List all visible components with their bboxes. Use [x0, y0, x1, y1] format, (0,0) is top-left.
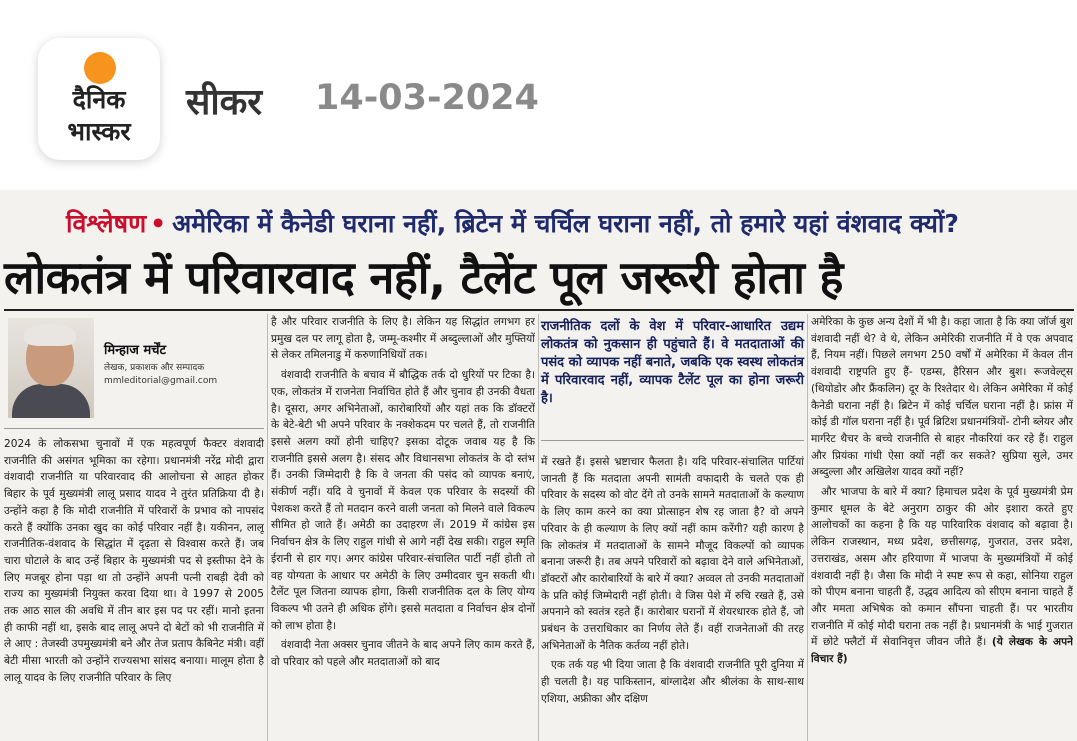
column-2-paragraph: वंशवादी राजनीति के बचाव में बौद्धिक तर्क दो धुरियों पर टिका है। एक, लोकतंत्र में राजनेता निर्वाचित होते हैं और चुनाव ही उनकी वैधता है। दूसरा, अगर अभिनेताओं, कारोबारियों और यहां तक कि डॉक्टरों के बेटे-बेटी भी अपने परिवार के नक्शेकदम पर चलते हैं, तो राजनीति इससे अलग क्यों होनी चाहिए? इसका दोटूक जवाब यह है कि राजनीति इससे अलग है। संसद और विधानसभा लोकतंत्र के दो स्तंभ हैं। उनकी जिम्मेदारी है कि वे जनता की पसंद को व्यापक बनाएं, संकीर्ण नहीं। यदि वे चुनावों में केवल एक परिवार के सदस्यों की पेशकश करते हैं तो मतदान करने वाली जनता को मिलने वाले विकल्प सीमित हो जाते हैं। अमेठी का उदाहरण लें। 2019 में कांग्रेस इस निर्वाचन क्षेत्र के लिए राहुल गांधी से आगे नहीं देख सकी। राहुल स्मृति ईरानी से हार गए। अगर कांग्रेस परिवार-संचालित पार्टी नहीं होती तो वह योग्यता के आधार पर अमेठी के लिए उम्मीदवार चुन सकती थी। टैलेंट पूल जितना व्यापक होगा, किसी राजनीतिक दल के लिए योग्य विकल्प भी उतने ही अधिक होंगे। इससे मतदाता व निर्वाचन क्षेत्र दोनों को लाभ होता है। — [271, 369, 535, 632]
article-headline: लोकतंत्र में परिवारवाद नहीं, टैलेंट पूल जरूरी होता है — [4, 251, 843, 304]
column-divider — [807, 314, 808, 741]
app-header — [0, 0, 1077, 190]
column-3-paragraph: एक तर्क यह भी दिया जाता है कि वंशवादी राजनीति पूरी दुनिया में ही चलती है। यह पाकिस्तान, बांग्लादेश और श्रीलंका के साथ-साथ एशिया, अफ्रीका और दक्षिण — [541, 659, 804, 705]
article-column-3 — [541, 454, 804, 741]
edition-date: 14-03-2024 — [315, 78, 539, 118]
column-4-paragraph: अमेरिका के कुछ अन्य देशों में भी है। कहा जाता है कि क्या जॉर्ज बुश वंशवादी नहीं थे? वे थे, लेकिन अमेरिकी राजनीति में वे एक अपवाद हैं, नियम नहीं। पिछले लगभग 250 वर्षों में अमेरिका में केवल तीन वंशवादी राष्ट्रपति हुए हैं- एडम्स, हैरिसन और बुश। रूजवेल्ट्स (थियोडोर और फ्रैंकलिन) दूर के रिश्तेदार थे। लेकिन अमेरिका में कोई कैनेडी घराना नहीं है। ब्रिटेन में कोई चर्चिल घराना नहीं है। फ्रांस में कोई डी गॉल घराना नहीं है। पूर्व ब्रिटिश प्रधानमंत्रियों- टोनी ब्लेयर और मार्गरेट थैचर के बच्चे राजनीति से बाहर नौकरियां कर रहे हैं। राहुल और प्रियंका गांधी ऐसा क्यों नहीं कर सकते? सुप्रिया सुले, उमर अब्दुल्ला और अखिलेश यादव क्यों नहीं? — [811, 316, 1073, 479]
article-kicker — [66, 206, 1066, 246]
logo-text-line1: दैनिक — [72, 85, 126, 114]
article-column-4 — [811, 314, 1073, 741]
kicker-dot: • — [150, 209, 167, 238]
author-divider — [4, 428, 264, 429]
author-name: मिन्हाज मर्चेंट — [104, 343, 167, 358]
author-disclaimer: (ये लेखक के अपने विचार हैं) — [811, 636, 1073, 666]
dainik-bhaskar-logo[interactable] — [38, 38, 160, 160]
article-column-1 — [4, 436, 264, 741]
kicker-text: अमेरिका में कैनेडी घराना नहीं, ब्रिटेन में चर्चिल घराना नहीं, तो हमारे यहां वंशवाद क्यों? — [172, 209, 959, 238]
article-column-2 — [271, 314, 535, 741]
column-1-paragraph: 2024 के लोकसभा चुनावों में एक महत्वपूर्ण फैक्टर वंशवादी राजनीति की असंगत भूमिका का रहेगा। प्रधानमंत्री नरेंद्र मोदी द्वारा वंशवादी राजनीति या परिवारवाद की आलोचना से आहत होकर बिहार के पूर्व मुख्यमंत्री लालू प्रसाद यादव ने तुरंत प्रतिक्रिया दी है। उन्होंने कहा है कि मोदी राजनीति में परिवारों के प्रभाव को नापसंद करते हैं क्योंकि उनका खुद का कोई परिवार नहीं है। यकीनन, लालू राजनीतिक-वंशवाद के सिद्धांत में दृढ़ता से विश्वास करते हैं। जब चारा घोटाले के बाद उन्हें बिहार के मुख्यमंत्री पद से इस्तीफा देने के लिए मजबूर होना पड़ा था तो उन्होंने अपनी पत्नी राबड़ी देवी को राज्य का मुख्यमंत्री नियुक्त करवा दिया था। वे 1997 से 2005 तक आठ साल की अवधि में तीन बार इस पद पर रहीं। मानो इतना ही काफी नहीं था, इसके बाद लालू अपने दो बेटों को भी राजनीति में ले आए : तेजस्वी उपमुख्यमंत्री बने और तेज प्रताप कैबिनेट मंत्री। वहीं बेटी मीसा भारती को उन्होंने राज्यसभा सांसद बनाया। मालूम होता है लालू यादव के लिए राजनीति परिवार के लिए — [4, 438, 264, 684]
column-divider — [538, 314, 539, 741]
sun-icon — [84, 52, 116, 84]
headline-divider — [4, 309, 1074, 311]
column-2-paragraph: है और परिवार राजनीति के लिए है। लेकिन यह सिद्धांत लगभग हर प्रमुख दल पर लागू होता है, जम्मू-कश्मीर में अब्दुल्लाओं और मुफ्तियों से लेकर तमिलनाडु में करुणानिधियों तक। — [271, 316, 535, 362]
column-4-text: और भाजपा के बारे में क्या? हिमाचल प्रदेश के पूर्व मुख्यमंत्री प्रेम कुमार धूमल के बेटे अनुराग ठाकुर की ओर इशारा करते हुए आलोचकों का कहना है कि यह पारिवारिक वंशवाद को बढ़ावा है। लेकिन राजस्थान, मध्य प्रदेश, छत्तीसगढ़, गुजरात, उत्तर प्रदेश, उत्तराखंड, असम और हरियाणा में भाजपा के मुख्यमंत्रियों में कोई वंशवादी नहीं है। जैसा कि मोदी ने स्पष्ट रूप से कहा, सोनिया राहुल को पीएम बनाना चाहती हैं, उद्धव आदित्य को सीएम बनाना चाहते हैं और ममता अभिषेक को कमान सौंपना चाहती हैं। पर भारतीय राजनीति में कोई मोदी घराना तक नहीं है। प्रधानमंत्री के भाई गुजरात में छोटे फ्लैटों में सेवानिवृत्त जीवन जीते हैं। — [811, 486, 1073, 649]
pull-quote-divider — [541, 440, 804, 441]
logo-text-line2: भास्कर — [67, 117, 131, 146]
column-divider — [267, 314, 268, 741]
author-role: लेखक, प्रकाशक और सम्पादक — [104, 363, 205, 373]
pull-quote: राजनीतिक दलों के वेश में परिवार-आधारित उद्यम लोकतंत्र को नुकसान ही पहुंचाते हैं। वे मतदाताओं की पसंद को व्यापक नहीं बनाते, जबकि एक स्वस्थ लोकतंत्र में परिवारवाद नहीं, व्यापक टैलेंट पूल का होना जरूरी है। — [541, 319, 804, 406]
kicker-label: विश्लेषण — [66, 209, 147, 238]
column-2-paragraph: वंशवादी नेता अक्सर चुनाव जीतने के बाद अपने लिए काम करते हैं, वो परिवार को पहले और मतदाताओं को बाद — [271, 639, 535, 669]
author-email: mmleditorial@gmail.com — [104, 376, 218, 386]
column-4-paragraph — [811, 484, 1073, 668]
author-photo — [8, 318, 94, 418]
column-3-paragraph: में रखते हैं। इससे भ्रष्टाचार फैलता है। यदि परिवार-संचालित पार्टियां जानती हैं कि मतदाता अपनी सामंती वफादारी के चलते एक ही परिवार के सदस्य को वोट देंगे तो उनके सामने मतदाताओं के कल्याण के लिए काम करने का क्या प्रोत्साहन शेष रह जाता है? वो अपने परिवार के ही कल्याण के लिए क्यों नहीं काम करेंगी? यही कारण है कि लोकतंत्र में मतदाताओं के सामने मौजूद विकल्पों को व्यापक बनाना जरूरी है। तब अपने परिवारों को बढ़ावा देने वाले अभिनेताओं, डॉक्टरों और कारोबारियों के बारे में क्या? अव्वल तो उनकी मतदाताओं के प्रति कोई जिम्मेदारी नहीं होती। वे जिस पेशे में रुचि रखते हैं, उसे अपनाने को स्वतंत्र रहते हैं। कारोबार घरानों में शेयरधारक होते हैं, जो प्रबंधन के उत्तराधिकार का निर्णय लेते हैं। वहीं राजनेताओं की तरह अभिनेताओं के नैतिक कर्तव्य नहीं होते। — [541, 456, 804, 652]
edition-city: सीकर — [186, 82, 263, 123]
